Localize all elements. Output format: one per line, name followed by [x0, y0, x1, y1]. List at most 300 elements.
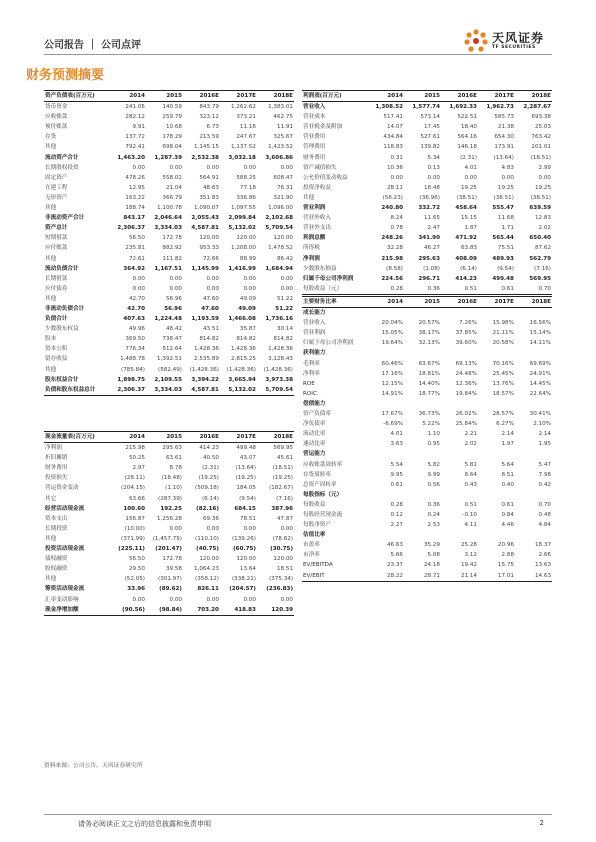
table-cell: 0.00 — [243, 275, 256, 282]
table-cell: 235.81 — [125, 245, 145, 252]
cash-flow-table — [44, 431, 294, 616]
table-cell: 0.84 — [501, 511, 514, 518]
table-cell: 1,287.39 — [154, 154, 182, 161]
table-row — [44, 584, 294, 594]
table-cell: 50.25 — [128, 455, 145, 462]
table-cell — [367, 449, 404, 459]
table-cell: 156.87 — [125, 515, 145, 522]
table-cell: 573.14 — [420, 114, 440, 121]
table-cell — [515, 449, 552, 459]
table-row — [44, 233, 294, 243]
row-label: 营业外收入 — [303, 215, 331, 222]
table-row — [302, 571, 552, 582]
table-cell: 47.87 — [276, 515, 293, 522]
table-cell: 569.95 — [529, 275, 551, 282]
table-cell: 0.36 — [404, 284, 441, 295]
table-cell: 2,287.67 — [523, 104, 551, 111]
table-cell: 4.46 — [501, 522, 514, 529]
table-cell: 28.57% — [492, 411, 514, 418]
table-cell: 120.00 — [273, 556, 293, 563]
table-cell: (139.26) — [232, 535, 256, 542]
table-cell: 3,394.22 — [191, 376, 219, 383]
table-cell: 201.01 — [531, 144, 551, 151]
table-row — [302, 449, 552, 459]
table-cell: 72.66 — [202, 255, 219, 262]
table-row — [302, 193, 552, 203]
table-cell: 1,308.52 — [375, 104, 403, 111]
sunflower-logo-icon — [462, 28, 490, 54]
row-label: 股东权益合计 — [45, 376, 79, 383]
table-cell: 120.00 — [236, 235, 256, 242]
row-label: 其他 — [45, 535, 57, 542]
table-cell: 10.68 — [165, 124, 182, 131]
table-cell: 564.16 — [457, 134, 477, 141]
table-cell — [441, 348, 478, 358]
table-cell: (38.51) — [493, 194, 514, 201]
table-cell: 51.22 — [275, 305, 293, 312]
table-cell: 25.84% — [455, 421, 477, 428]
table-cell: 16.56% — [529, 320, 551, 327]
table-cell: (30.75) — [270, 546, 293, 553]
table-cell: (1,428.36) — [226, 366, 256, 373]
table-cell: 28.11 — [386, 184, 403, 191]
table-cell: 562.79 — [529, 255, 551, 262]
table-cell: 2,535.89 — [194, 356, 219, 363]
table-cell: 7.26% — [459, 320, 477, 327]
table-cell: 1,736.16 — [265, 316, 293, 323]
table-cell: 1,064.23 — [194, 566, 219, 573]
table-cell: 213.59 — [199, 134, 219, 141]
row-label: 长期借款 — [45, 275, 68, 282]
table-cell: 37.85% — [455, 330, 477, 337]
table-cell: 1.10 — [427, 431, 440, 438]
table-cell: 2.97 — [132, 465, 145, 472]
table-cell: (371.99) — [121, 535, 145, 542]
table-cell: 0.00 — [280, 275, 293, 282]
table-row — [44, 284, 294, 294]
table-row — [44, 344, 294, 354]
table-cell: 21.38 — [497, 124, 514, 131]
table-cell: 3.12 — [464, 552, 477, 559]
row-label: 营业费用 — [303, 134, 326, 141]
table-cell: 3,128.43 — [268, 356, 293, 363]
table-cell: 373.21 — [236, 114, 256, 121]
table-cell: 5.64 — [501, 461, 514, 468]
table-row — [302, 102, 552, 113]
row-label: 管理费用 — [303, 144, 326, 151]
column-header: 2018E — [257, 432, 294, 443]
table-cell: 0.00 — [169, 596, 182, 603]
row-label: 长期股权投资 — [45, 164, 79, 171]
table-cell: 1,100.78 — [157, 205, 182, 212]
table-cell: 4,587.81 — [183, 385, 220, 396]
table-row — [44, 173, 294, 183]
table-row — [302, 284, 552, 295]
table-cell: 60.46% — [381, 360, 403, 367]
table-cell: 0.00 — [169, 164, 182, 171]
table-cell — [441, 308, 478, 319]
table-cell: (236.83) — [266, 586, 293, 593]
table-cell: 20.96 — [497, 542, 514, 549]
column-header: 2015 — [404, 297, 441, 308]
table-cell: 11.16 — [239, 124, 256, 131]
table-cell: (18.48) — [161, 475, 182, 482]
table-cell: (52.05) — [124, 576, 145, 583]
column-header: 2014 — [367, 297, 404, 308]
table-row — [44, 203, 294, 213]
table-cell: (13.64) — [235, 465, 256, 472]
row-label: 应收账款 — [45, 114, 68, 121]
column-header: 2017E — [220, 91, 257, 102]
table-cell: 19.64% — [381, 340, 403, 347]
row-label: 营业税金及附加 — [303, 124, 343, 131]
table-cell: 14.07 — [386, 124, 403, 131]
table-cell: (89.62) — [159, 586, 182, 593]
table-cell: 56.96 — [164, 305, 182, 312]
row-label: EV/EBITDA — [303, 562, 333, 569]
table-row — [44, 514, 294, 524]
table-cell: 512.64 — [162, 346, 182, 353]
table-cell: 434.84 — [383, 134, 403, 141]
table-row — [44, 354, 294, 364]
table-cell: 0.51 — [464, 501, 477, 508]
table-cell: 5.22% — [422, 421, 440, 428]
table-cell: (301.97) — [158, 576, 182, 583]
table-row — [302, 510, 552, 520]
table-cell: 0.42 — [538, 481, 551, 488]
table-cell: 22.64% — [529, 390, 551, 397]
table-row — [302, 132, 552, 142]
table-row — [302, 254, 552, 264]
table-cell: 654.30 — [494, 134, 514, 141]
table-row — [302, 223, 552, 233]
table-cell: 2,055.43 — [191, 215, 219, 222]
row-label: 营业外支出 — [303, 225, 331, 232]
table-title: 现金流量表(百万元) — [44, 432, 109, 443]
table-cell: 178.29 — [162, 134, 182, 141]
table-cell: 2,306.37 — [109, 385, 146, 396]
table-cell: (19.25) — [235, 475, 256, 482]
table-cell: 11.68 — [497, 215, 514, 222]
table-cell: 46.63 — [386, 542, 403, 549]
column-header: 2014 — [367, 91, 404, 102]
row-label: 投资活动现金流 — [45, 546, 85, 553]
table-cell: 43.51 — [202, 326, 219, 333]
table-row — [44, 453, 294, 463]
income-statement-table — [302, 90, 552, 295]
table-cell: (1.10) — [165, 485, 182, 492]
financial-ratios-table — [302, 296, 552, 582]
table-cell: 70.16% — [492, 360, 514, 367]
table-cell — [515, 530, 552, 540]
table-row — [44, 223, 294, 233]
table-row — [302, 409, 552, 419]
table-row — [44, 473, 294, 483]
table-cell: 321.90 — [273, 194, 293, 201]
table-row — [44, 193, 294, 203]
table-cell: 458.64 — [455, 205, 477, 212]
table-cell: (182.67) — [269, 485, 293, 492]
table-row — [302, 308, 552, 319]
row-label: 在建工程 — [45, 184, 68, 191]
table-cell: 35.87 — [239, 326, 256, 333]
table-cell: 296.71 — [418, 275, 440, 282]
table-cell: 1,692.33 — [449, 104, 477, 111]
table-cell: (1.08) — [423, 265, 440, 272]
table-cell: 3,032.18 — [228, 154, 256, 161]
table-cell: 19.25 — [534, 184, 551, 191]
table-cell: 1,463.20 — [117, 154, 145, 161]
table-cell: 9.91 — [132, 124, 145, 131]
table-header-row — [302, 91, 552, 102]
table-cell: 15.14% — [529, 330, 551, 337]
table-cell: 814.82 — [273, 336, 293, 343]
table-cell: 29.50 — [128, 566, 145, 573]
page-title: 财务预测摘要 — [26, 68, 105, 83]
table-row — [302, 560, 552, 570]
table-cell: 140.59 — [162, 104, 182, 111]
table-cell: (785.84) — [121, 366, 145, 373]
table-cell — [404, 530, 441, 540]
table-cell: (204.57) — [229, 586, 256, 593]
disclaimer-text: 请务必阅读正文之后的信息披露和免责申明 — [78, 820, 211, 828]
table-cell: 23.37 — [386, 562, 403, 569]
table-cell: (7.16) — [276, 495, 293, 502]
table-cell: 8.51 — [501, 471, 514, 478]
table-cell: 5,709.54 — [265, 225, 293, 232]
column-header: 2014 — [109, 432, 146, 443]
row-label: 财务费用 — [303, 154, 326, 161]
table-cell: 414.23 — [455, 275, 477, 282]
table-cell — [441, 530, 478, 540]
table-row — [44, 605, 294, 616]
table-cell: 21.04 — [165, 184, 182, 191]
table-cell: 0.00 — [501, 174, 514, 181]
table-cell: 49.09 — [238, 305, 256, 312]
table-cell: 1,262.62 — [231, 104, 256, 111]
row-label: 投资损失 — [45, 475, 68, 482]
table-cell: 86.42 — [276, 255, 293, 262]
table-cell: 0.43 — [464, 481, 477, 488]
table-cell: 462.75 — [273, 114, 293, 121]
table-cell: (1,457.75) — [152, 535, 182, 542]
table-cell: 0.00 — [132, 275, 145, 282]
row-label: 归属于母公司净利润 — [303, 340, 354, 347]
table-cell — [404, 399, 441, 409]
table-cell: 1,137.52 — [231, 144, 256, 151]
table-cell: 1,428.36 — [194, 346, 219, 353]
table-cell: 15.05% — [381, 330, 403, 337]
report-type-label: 公司报告 ｜ 公司点评 — [44, 40, 141, 51]
table-cell: 364.92 — [123, 265, 145, 272]
table-row — [44, 385, 294, 396]
table-cell: 0.00 — [132, 596, 145, 603]
table-cell: 139.82 — [420, 144, 440, 151]
table-row — [44, 334, 294, 344]
table-cell: 826.11 — [197, 586, 219, 593]
table-cell: (19.25) — [272, 475, 293, 482]
table-cell: 418.83 — [220, 605, 257, 616]
table-cell: (38.51) — [456, 194, 477, 201]
table-cell: (509.18) — [195, 485, 219, 492]
column-header: 2018E — [257, 91, 294, 102]
column-header: 2014 — [109, 91, 146, 102]
table-cell: 33.96 — [127, 586, 145, 593]
row-label: 存货 — [45, 134, 57, 141]
table-cell: (6.14) — [460, 265, 477, 272]
row-label: 预付账款 — [45, 124, 68, 131]
table-cell: 282.12 — [125, 114, 145, 121]
column-header: 2016E — [441, 91, 478, 102]
table-cell: 248.26 — [381, 235, 403, 242]
table-cell: 471.92 — [455, 235, 477, 242]
table-cell: 63.66 — [128, 495, 145, 502]
table-cell: 13.76% — [492, 380, 514, 387]
table-cell: 69.69% — [529, 360, 551, 367]
table-row — [302, 480, 552, 490]
row-label: 资产减值损失 — [303, 164, 337, 171]
table-cell: 569.95 — [273, 445, 293, 452]
table-cell: (9.54) — [239, 495, 256, 502]
table-cell: (9.54) — [497, 265, 514, 272]
table-cell: 20.04% — [381, 320, 403, 327]
table-cell: 88.99 — [239, 255, 256, 262]
table-cell: 1,577.74 — [412, 104, 440, 111]
table-cell: 2,109.55 — [154, 376, 182, 383]
table-row — [44, 294, 294, 304]
row-label: 流动比率 — [303, 431, 326, 438]
table-row — [44, 102, 294, 113]
row-label: 每股指标（元） — [303, 491, 343, 498]
table-row — [44, 324, 294, 334]
table-cell: 1,383.01 — [268, 104, 293, 111]
table-row — [302, 460, 552, 470]
table-cell: 49.96 — [128, 326, 145, 333]
row-label: 所得税 — [303, 245, 320, 252]
table-cell: 5,132.02 — [220, 385, 257, 396]
table-cell: 2,532.38 — [191, 154, 219, 161]
row-label: 市净率 — [303, 552, 320, 559]
table-cell: 565.44 — [492, 235, 514, 242]
table-cell: 72.61 — [128, 255, 145, 262]
table-cell: (8.58) — [386, 265, 403, 272]
table-cell: 369.50 — [125, 336, 145, 343]
column-header: 2018E — [515, 297, 552, 308]
table-cell: 56.50 — [128, 556, 145, 563]
table-cell: 120.00 — [236, 556, 256, 563]
table-row — [44, 153, 294, 163]
table-cell: 585.73 — [494, 114, 514, 121]
table-row — [44, 504, 294, 514]
table-cell: 0.00 — [427, 174, 440, 181]
table-cell: 21.11% — [492, 330, 514, 337]
header-divider — [44, 54, 552, 55]
table-cell: 0.00 — [280, 164, 293, 171]
table-cell: 39.60% — [455, 340, 477, 347]
column-header: 2016E — [183, 432, 220, 443]
table-cell: 5,709.54 — [257, 385, 294, 396]
table-row — [44, 274, 294, 284]
table-cell: (7.16) — [534, 265, 551, 272]
table-cell — [478, 308, 515, 319]
table-cell: (1,428.36) — [263, 366, 293, 373]
table-cell: 14.40% — [418, 380, 440, 387]
table-cell: 11.91 — [276, 124, 293, 131]
table-cell: 215.98 — [381, 255, 403, 262]
table-cell: (28.11) — [124, 475, 145, 482]
row-label: 折旧摊销 — [45, 455, 68, 462]
table-cell: 14.63 — [515, 571, 552, 582]
table-cell: 325.67 — [273, 134, 293, 141]
table-cell: 0.28 — [390, 501, 403, 508]
table-cell — [515, 308, 552, 319]
table-cell: 18.81% — [418, 370, 440, 377]
table-cell: 5.81 — [464, 461, 477, 468]
row-label: 固定资产 — [45, 174, 68, 181]
table-cell: 527.61 — [420, 134, 440, 141]
table-cell: 4.11 — [464, 522, 477, 529]
table-cell: 8.64 — [464, 471, 477, 478]
table-cell — [515, 399, 552, 409]
row-label: 资产负债率 — [303, 411, 331, 418]
row-label: 营业利润 — [303, 205, 326, 212]
table-cell: 21.14 — [441, 571, 478, 582]
table-cell: 703.20 — [183, 605, 220, 616]
table-cell: (338.21) — [232, 576, 256, 583]
table-cell: 2.14 — [538, 431, 551, 438]
table-cell: 12.36% — [455, 380, 477, 387]
row-label: 每股收益 — [303, 501, 326, 508]
table-cell: 39.58 — [165, 566, 182, 573]
table-cell: 776.34 — [125, 346, 145, 353]
table-row — [302, 348, 552, 358]
table-cell — [515, 348, 552, 358]
row-label: 每股经营现金流 — [303, 511, 343, 518]
table-row — [302, 399, 552, 409]
row-label: 资本支出 — [45, 515, 68, 522]
row-label: 其他 — [45, 144, 57, 151]
table-cell: 0.00 — [169, 285, 182, 292]
table-cell: 42.70 — [128, 295, 145, 302]
table-row — [44, 494, 294, 504]
table-cell: 639.59 — [529, 205, 551, 212]
table-cell — [404, 449, 441, 459]
table-cell: 0.31 — [390, 154, 403, 161]
table-row — [302, 203, 552, 213]
table-cell — [478, 490, 515, 500]
table-cell: 47.60 — [202, 295, 219, 302]
table-cell: 100.60 — [123, 505, 145, 512]
row-label: 留存收益 — [45, 356, 68, 363]
table-cell: 0.48 — [538, 511, 551, 518]
table-cell: 13.63 — [534, 562, 551, 569]
table-cell: 0.70 — [515, 284, 552, 295]
table-cell: 2,815.25 — [231, 356, 256, 363]
table-cell: 172.78 — [162, 556, 182, 563]
table-row — [44, 213, 294, 223]
table-row — [44, 304, 294, 314]
row-label: 非流动资产合计 — [45, 215, 85, 222]
table-row — [44, 142, 294, 152]
row-label: 少数股东损益 — [303, 265, 337, 272]
table-cell: 341.90 — [418, 235, 440, 242]
row-label: 现金净增加额 — [44, 605, 109, 616]
table-cell: 2.99 — [538, 164, 551, 171]
table-cell: 0.61 — [478, 284, 515, 295]
table-cell: 0.24 — [427, 511, 440, 518]
table-cell: 9.95 — [390, 471, 403, 478]
table-row — [44, 243, 294, 253]
